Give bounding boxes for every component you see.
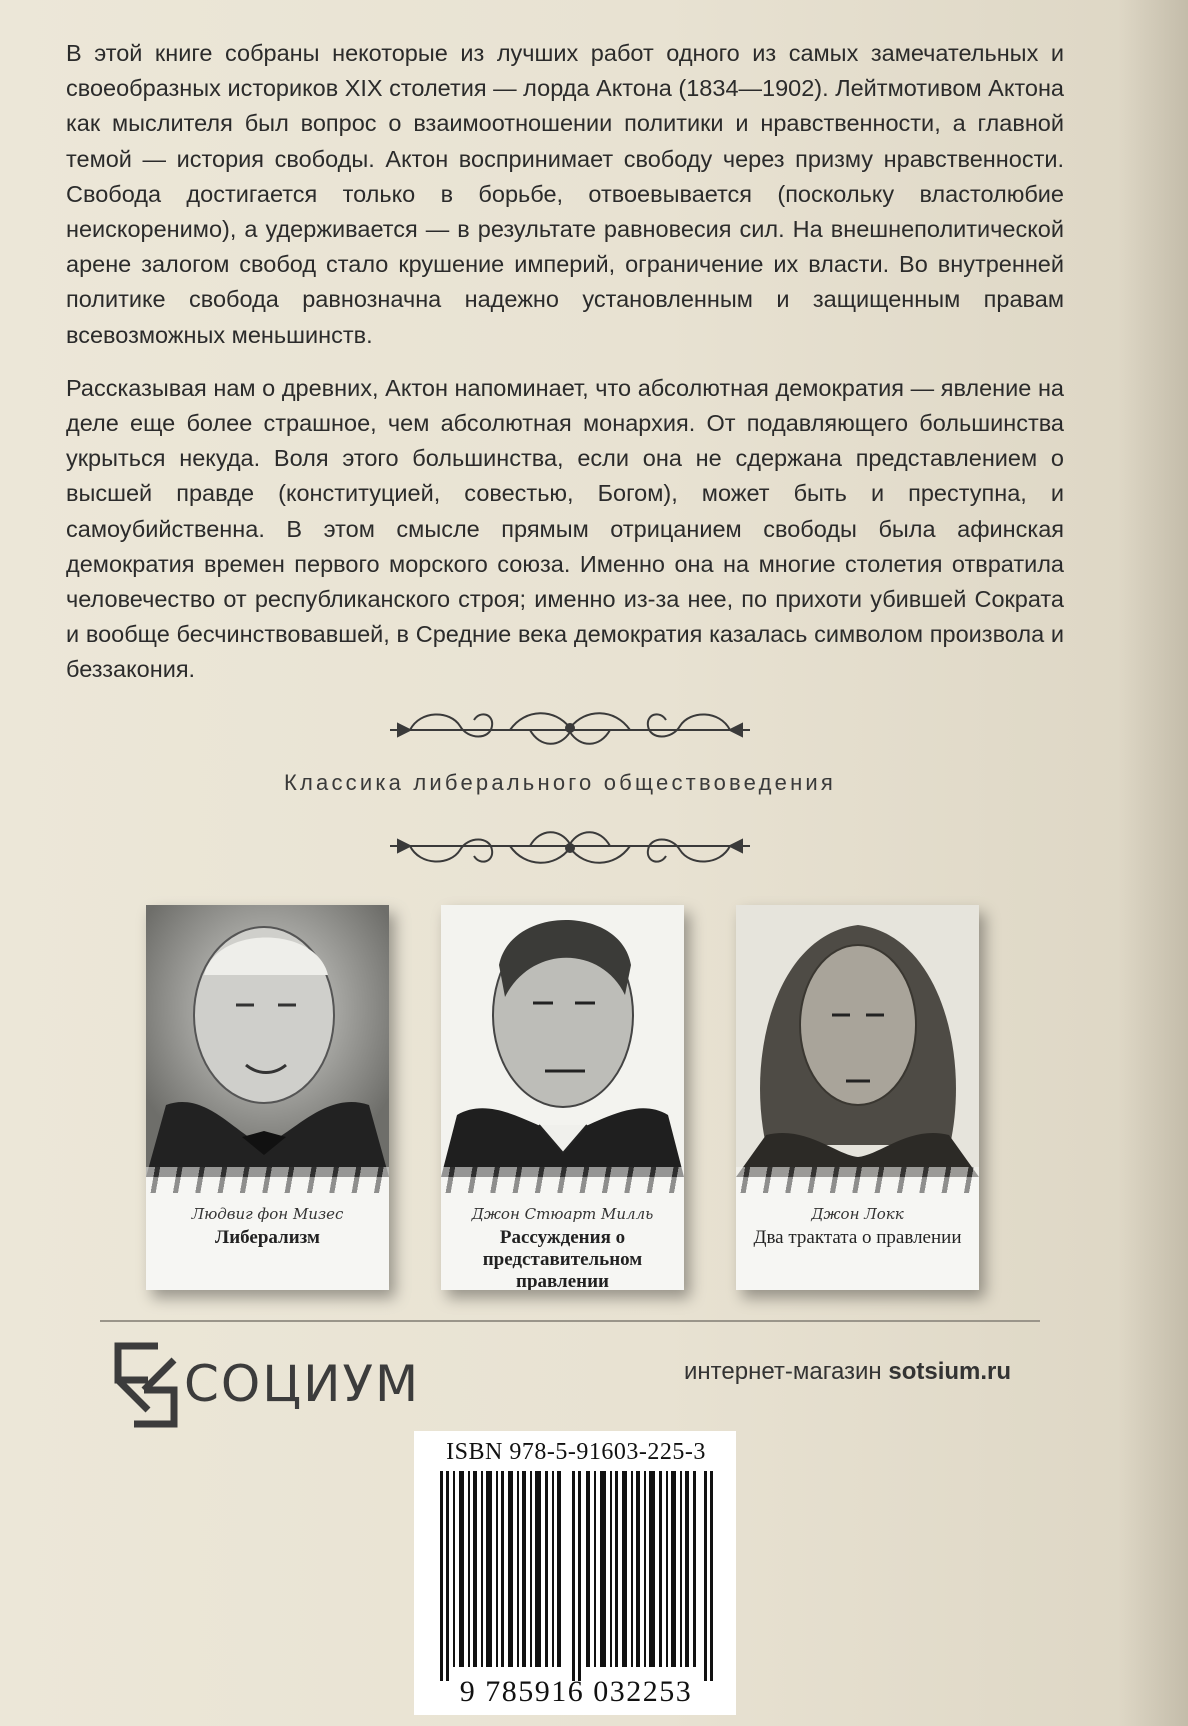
- torn-band: [736, 1167, 979, 1193]
- series-book-2: [441, 905, 684, 1290]
- portrait-mill: [441, 905, 684, 1177]
- publisher-name: СОЦИУМ: [184, 1355, 421, 1413]
- series-book-3: [736, 905, 979, 1290]
- ornament-top: [380, 700, 760, 756]
- portrait-mises: [146, 905, 389, 1177]
- portrait-locke: [736, 905, 979, 1177]
- torn-band: [441, 1167, 684, 1193]
- ean-digits: 9 785916 032253: [459, 1675, 693, 1708]
- book-author: Джон Локк: [811, 1205, 904, 1223]
- ornament-bottom: [380, 818, 760, 874]
- blurb-text: [66, 36, 1064, 706]
- barcode-box: [414, 1431, 736, 1715]
- shop-prefix: интернет-магазин: [684, 1358, 882, 1385]
- blurb-paragraph-1: В этой книге собраны некоторые из лучших работ одного из самых замечательных и своеобразных историков XIX столетия — лорда Актона (1834—1902). Лейтмотивом Актона как мыслителя был вопрос о взаимоотношении политики и нравственности, а главной темой — история свободы. Актон воспринимает свободу через призму нравственности. Свобода достигается только в борьбе, отвоевывается (поскольку властолюбие неискоренимо), а удерживается — в результате равновесия сил. На внешнеполитической арене залогом свобод стало крушение империй, ограничение их власти. Во внутренней политике свобода равнозначна надежно установленным и защищенным правам всевозможных меньшинств.: [66, 40, 1064, 348]
- shop-site-link[interactable]: sotsium.ru: [888, 1358, 1012, 1385]
- book-title: Рассуждения о представительном правлении: [482, 1227, 643, 1290]
- isbn-number: ISBN 978-5-91603-225-3: [446, 1439, 706, 1465]
- online-shop: [684, 1358, 1011, 1386]
- book-author: Джон Стюарт Милль: [471, 1205, 654, 1223]
- footer-divider: [100, 1320, 1040, 1322]
- barcode-bars: [426, 1471, 726, 1681]
- book-title: Либерализм: [215, 1227, 320, 1248]
- series-book-1: [146, 905, 389, 1290]
- blurb-paragraph-2: Рассказывая нам о древних, Актон напоминает, что абсолютная демократия — явление на деле еще более страшное, чем абсолютная монархия. От подавляющего большинства укрыться некуда. Воля этого большинства, если она не сдержана представлением о высшей правде (конституцией, совестью, Богом), может быть и преступна, и самоубийственна. В этом смысле прямым отрицанием свободы была афинская демократия времен первого морского союза. Именно она на многие столетия отвратила человечество от республиканского строя; именно из-за нее, по прихоти убившей Сократа и вообще бесчинствовавшей, в Средние века демократия казалась символом произвола и беззакония.: [66, 374, 1064, 683]
- torn-band: [146, 1167, 389, 1193]
- series-title: Классика либерального обществоведения: [283, 770, 837, 795]
- book-author: Людвиг фон Мизес: [191, 1205, 344, 1223]
- spine-shadow: [1118, 0, 1188, 1726]
- book-title: Два трактата о правлении: [753, 1227, 962, 1248]
